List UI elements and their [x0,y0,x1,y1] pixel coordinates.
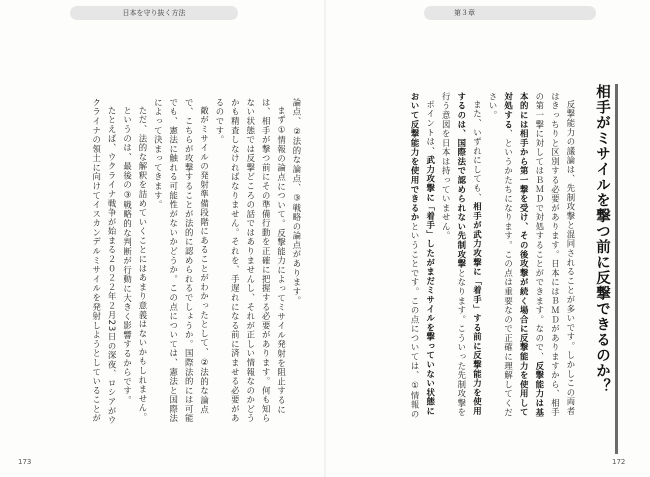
page-gutter [324,0,326,477]
paragraph: 敵がミサイルの発射準備段階にあることがわかったとして、②法的な論点で、こちらが攻撃することが法的に認められるでしょうか。国際法的には可能でも、憲法に触れる可能性がないかどうか。この点については、憲法と国際法によって決まってきます。 [153,98,210,424]
right-page-body [328,92,578,422]
paragraph: というのは、最後の③戦略的な判断が行動に大きく影響するからです。 [122,106,133,406]
paragraph: たとえば、ウクライナ戦争が始まる２０２２年２月23日の深夜、ロシアがウクライナの領土に向けてイスカンデルミサイルを発射しようとしていることが [91,98,118,426]
paragraph: 反撃能力の議論は、先制攻撃と混同されることが多いです。しかしこの両者はきっちりと区別する必要があります。日本にはＢＭＤがありますから、相手の第一撃に対してはＢＭＤで対処することができます。なので、反撃能力は基本的には相手から第一撃を受け、その後攻撃が続く場合に反撃能力を使用して対処する、というかたちになります。この点は重要なので正確に理解してください。 [488,92,576,418]
paragraph: また、いずれにしても、相手が武力攻撃に「着手」する前に反撃能力を使用するのは、国際法で認められない先制攻撃となります。こういった先制攻撃を行う意図を日本は持っていません。 [441,92,483,418]
running-header-right [424,6,596,20]
chapter-label: 第３章 [454,9,475,17]
page-number-right: 172 [612,458,626,466]
left-page-body [36,98,304,428]
paragraph: 論点、②法的な論点、③戦略の論点があります。 [292,98,302,306]
emphasis-text: 相手が武力攻撃に「着手」する前に反撃能力を使用するのは、国際法で認められない先制攻撃 [456,92,483,417]
running-header-left [70,6,238,20]
section-heading: 相手がミサイルを撃つ前に反撃できるのか？ [593,84,618,454]
emphasis-text: 武力攻撃に「着手」したがまだミサイルを撃っていない状態において反撃能力を使用できるか [410,92,436,417]
emphasis-text: 反撃能力は基本的には相手から第一撃を受け、その後攻撃が続く場合に反撃能力を使用して対処する [503,92,545,418]
paragraph: ポイントは、武力攻撃に「着手」したがまだミサイルを撃っていない状態において反撃能力を使用できるかということです。この点については、①情報の [410,92,436,419]
paragraph: ただ、法的な解釈を詰めていくことにはあまり意義はないかもしれません。 [137,106,148,423]
book-title: 日本を守り抜く方法 [122,9,186,17]
page-number-left: 173 [18,458,32,466]
paragraph: まず①情報の論点について。反撃能力によってミサイル発射を阻止するには、相手が撃つ前にその準備行動を正確に把握する必要があります。何も知らない状態では反撃どころの話ではありませんし、それが正しい情報なのかどうかも精査しなければなりません。それを、手遅れになる前に済ませる必要があるのです。 [214,98,287,424]
